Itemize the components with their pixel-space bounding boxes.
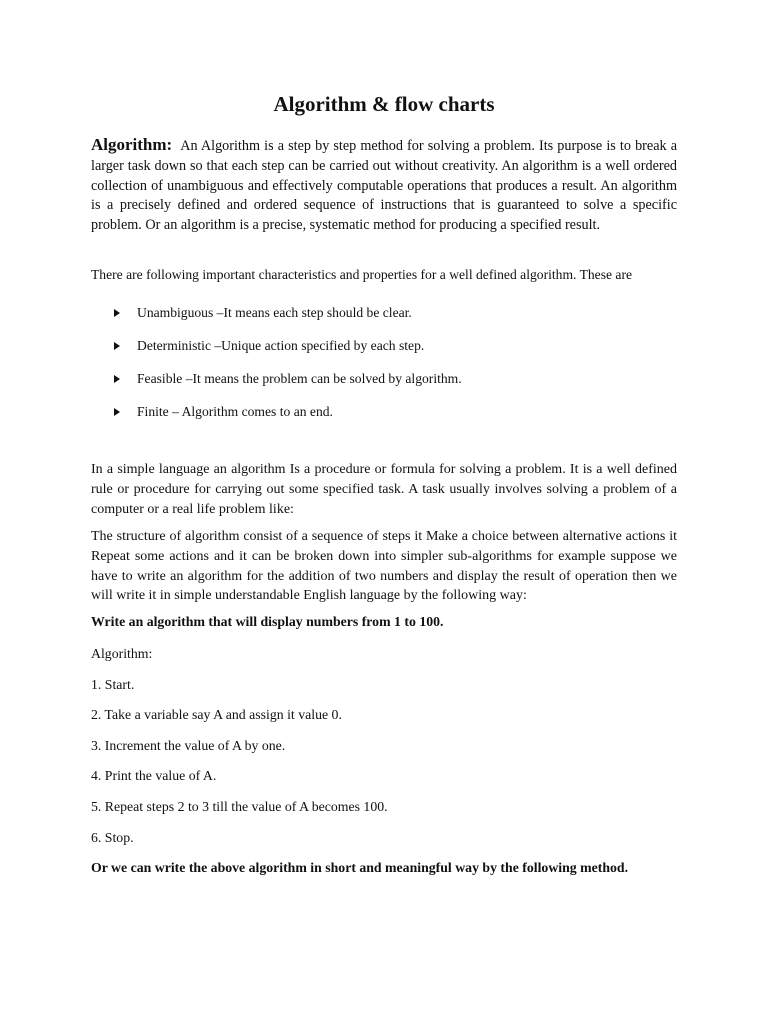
characteristics-intro: There are following important characteristics and properties for a well defined algorithm. These are xyxy=(91,267,633,282)
characteristic-text: Feasible –It means the problem can be solved by algorithm. xyxy=(137,370,462,386)
algorithm-step: 3. Increment the value of A by one. xyxy=(91,738,286,753)
example-heading: Write an algorithm that will display numbers from 1 to 100. xyxy=(91,614,444,629)
bullet-arrow-icon xyxy=(114,342,120,350)
list-item xyxy=(112,395,462,428)
algorithm-step: 6. Stop. xyxy=(91,830,134,845)
bullet-arrow-icon xyxy=(114,375,120,383)
algorithm-step: 1. Start. xyxy=(91,677,135,692)
algorithm-definition-paragraph xyxy=(91,135,677,236)
page-title: Algorithm & flow charts xyxy=(273,92,495,116)
bullet-arrow-icon xyxy=(114,408,120,416)
algorithm-definition-label: Algorithm: xyxy=(91,135,173,154)
characteristic-text: Unambiguous –It means each step should be clear. xyxy=(137,304,412,320)
list-item xyxy=(112,329,462,362)
algorithm-step: 4. Print the value of A. xyxy=(91,768,217,783)
characteristic-text: Deterministic –Unique action specified by each step. xyxy=(137,337,425,353)
simple-language-paragraph: In a simple language an algorithm Is a procedure or formula for solving a problem. It is a well defined rule or procedure for carrying out some specified task. A task usually involves solving a problem of a computer or a real life problem like: xyxy=(91,462,677,517)
algorithm-label: Algorithm: xyxy=(91,646,153,661)
bullet-arrow-icon xyxy=(114,309,120,317)
algorithm-step: 5. Repeat steps 2 to 3 till the value of A becomes 100. xyxy=(91,799,388,814)
structure-paragraph: The structure of algorithm consist of a sequence of steps it Make a choice between alternative actions it Repeat some actions and it can be broken down into simpler sub-algorithms for example suppose we have to write an algorithm for the addition of two numbers and display the result of operation then we will write it in simple understandable English language by the following way: xyxy=(91,529,677,604)
characteristics-list xyxy=(112,296,462,428)
closing-statement: Or we can write the above algorithm in short and meaningful way by the following method. xyxy=(91,860,629,875)
characteristic-text: Finite – Algorithm comes to an end. xyxy=(137,403,333,419)
algorithm-step: 2. Take a variable say A and assign it value 0. xyxy=(91,707,342,722)
list-item xyxy=(112,362,462,395)
list-item xyxy=(112,296,462,329)
algorithm-definition-text: An Algorithm is a step by step method for solving a problem. Its purpose is to break a larger task down so that each step can be carried out without creativity. An algorithm is a well ordered collection of unambiguous and effectively computable operations that produces a result. An algorithm is a precisely defined and ordered sequence of instructions that is guaranteed to solve a specific problem. Or an algorithm is a precise, systematic method for producing a specified result. xyxy=(91,138,677,234)
